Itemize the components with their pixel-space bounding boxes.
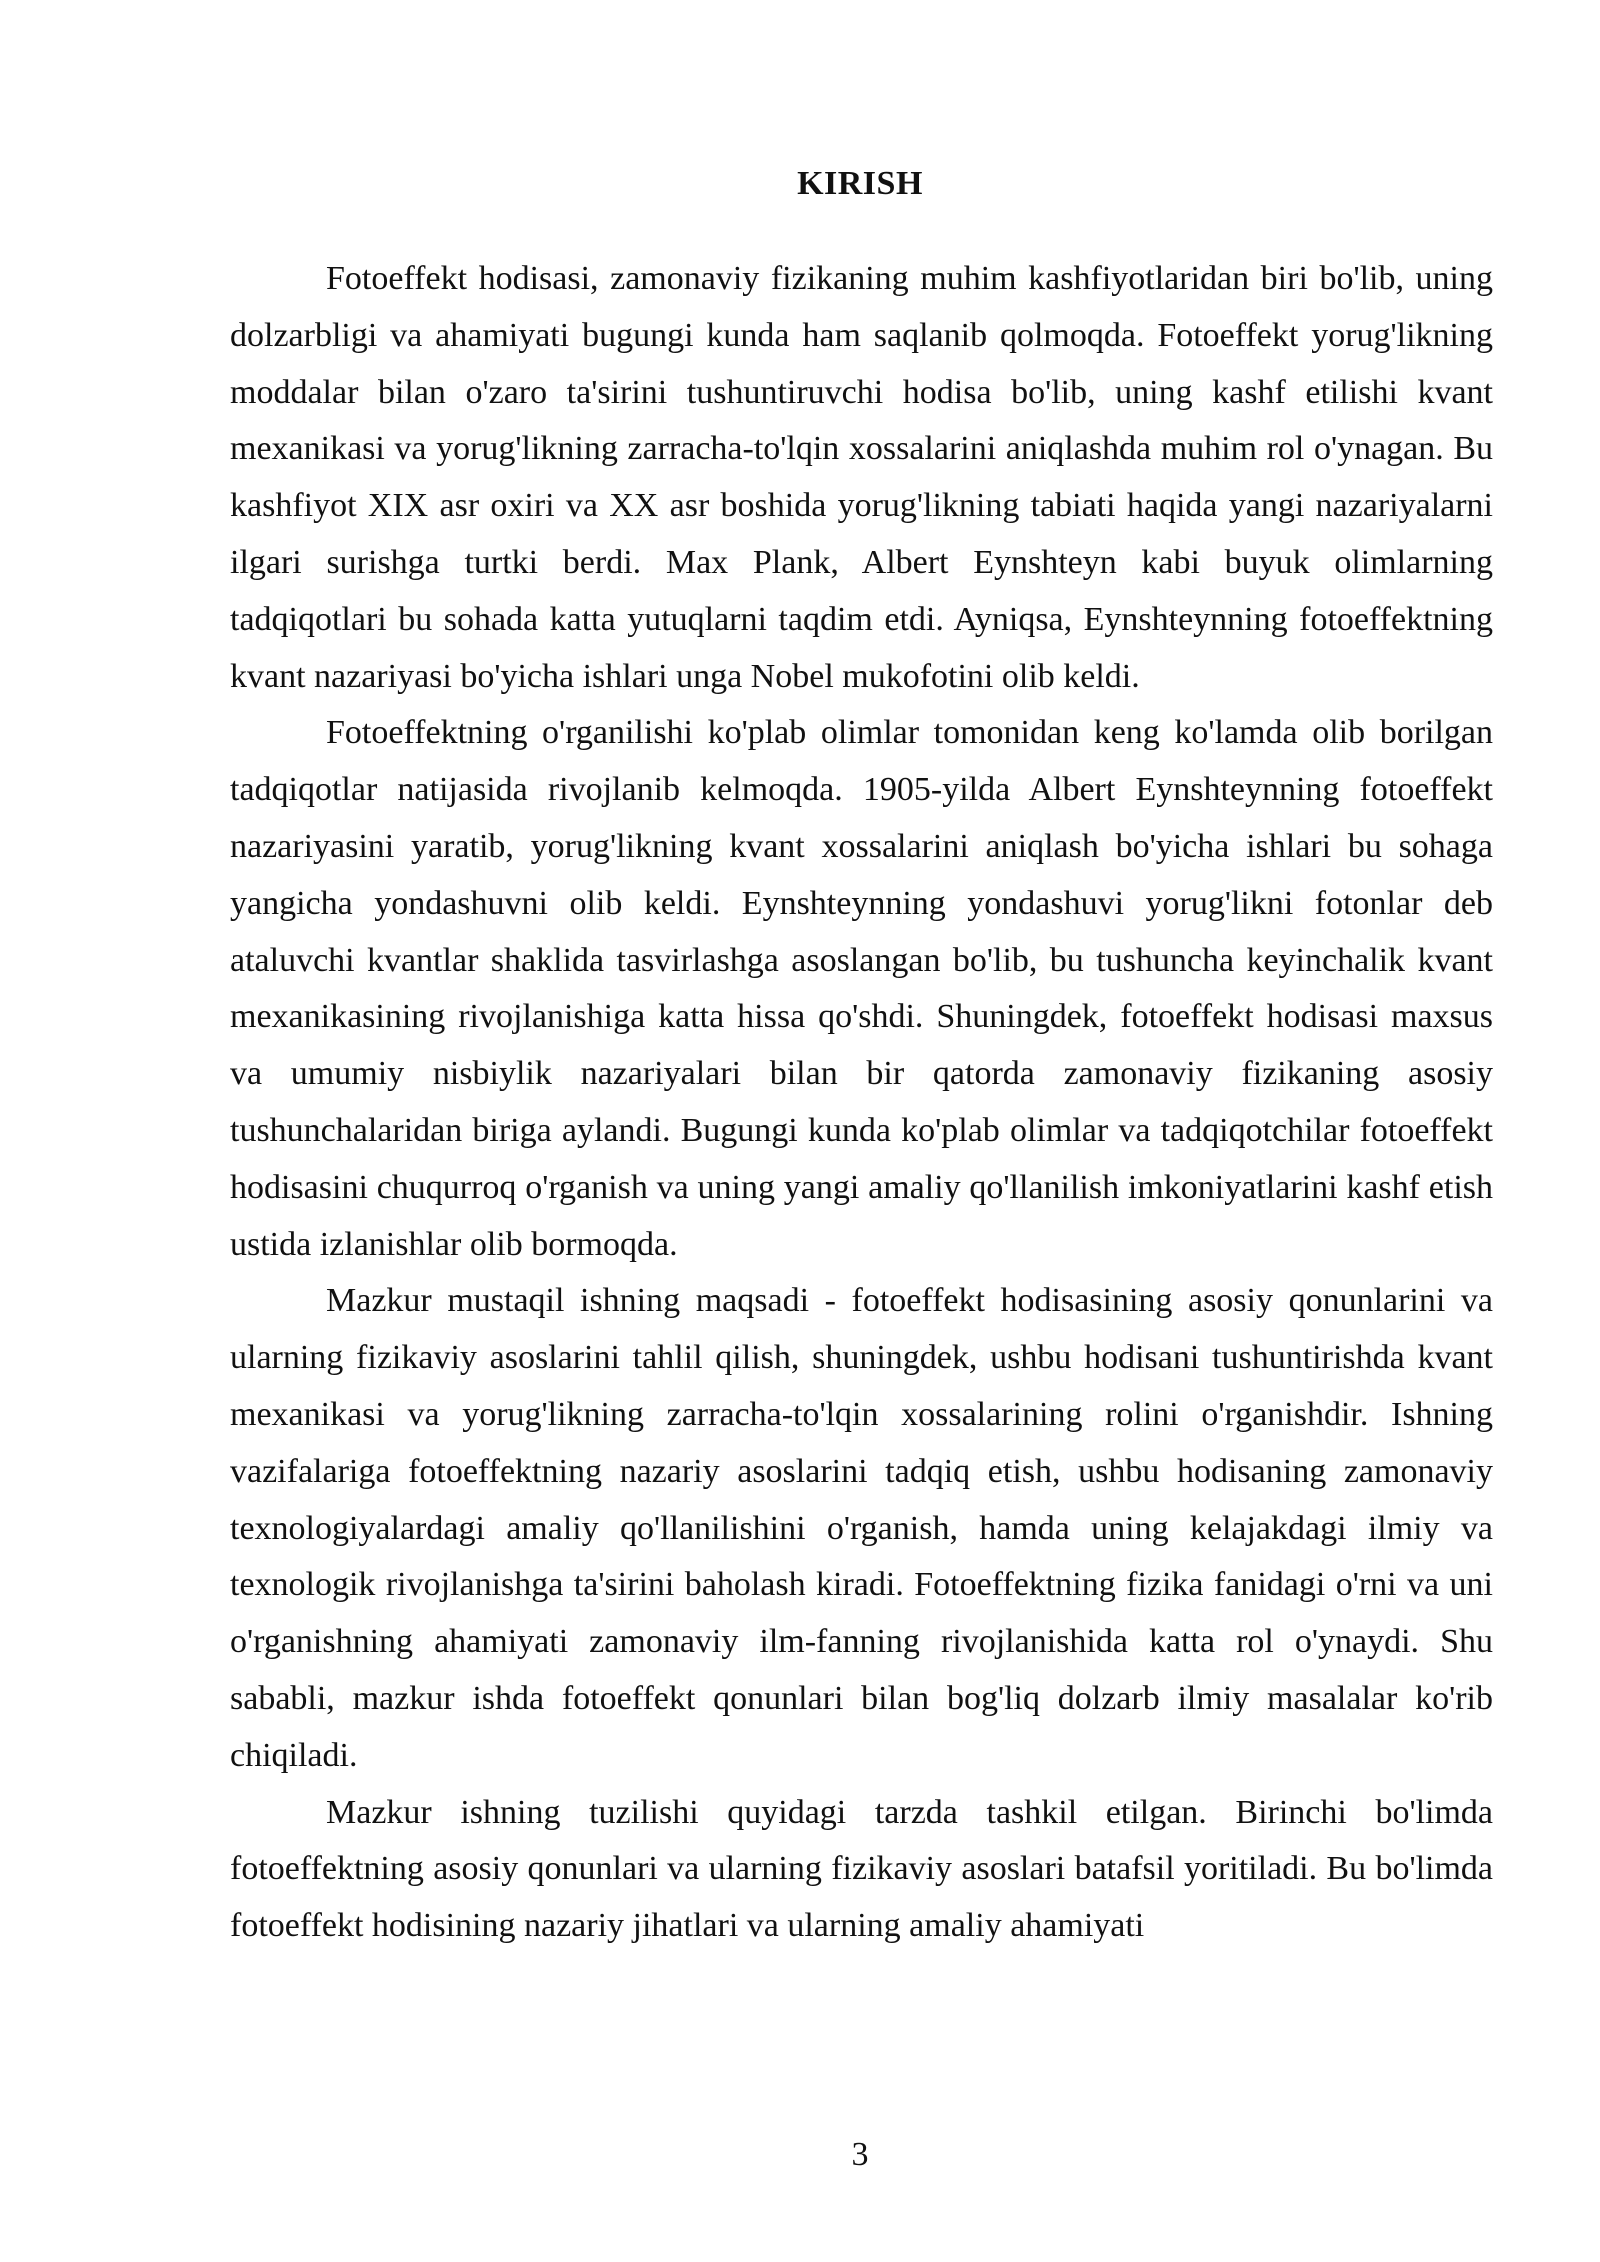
paragraph-4: Mazkur ishning tuzilishi quyidagi tarzda tashkil etilgan. Birinchi bo'limda fotoeffektning asosiy qonunlari va ularning fizikaviy asoslari batafsil yoritiladi. Bu bo'limda fotoeffekt hodisining nazariy jihatlari va ularning amaliy ahamiyati	[230, 1793, 1493, 1945]
document-body	[230, 251, 1493, 1955]
paragraph-3: Mazkur mustaqil ishning maqsadi - fotoeffekt hodisasining asosiy qonunlarini va ularning fizikaviy asoslarini tahlil qilish, shuningdek, ushbu hodisani tushuntirishda kvant mexanikasi va yorug'likning zarracha-to'lqin xossalarining rolini o'rganishdir. Ishning vazifalariga fotoeffektning nazariy asoslarini tadqiq etish, ushbu hodisaning zamonaviy texnologiyalardagi amaliy qo'llanilishini o'rganish, hamda uning kelajakdagi ilmiy va texnologik rivojlanishga ta'sirini baholash kiradi. Fotoeffektning fizika fanidagi o'rni va uni o'rganishning ahamiyati zamonaviy ilm-fanning rivojlanishida katta rol o'ynaydi. Shu sababli, mazkur ishda fotoeffekt qonunlari bilan bog'liq dolzarb ilmiy masalalar ko'rib chiqiladi.	[230, 1282, 1493, 1774]
page-number: 3	[851, 2136, 869, 2173]
paragraph-1: Fotoeffekt hodisasi, zamonaviy fizikaning muhim kashfiyotlaridan biri bo'lib, uning dolzarbligi va ahamiyati bugungi kunda ham saqlanib qolmoqda. Fotoeffekt yorug'likning moddalar bilan o'zaro ta'sirini tushuntiruvchi hodisa bo'lib, uning kashf etilishi kvant mexanikasi va yorug'likning zarracha-to'lqin xossalarini aniqlashda muhim rol o'ynagan. Bu kashfiyot XIX asr oxiri va XX asr boshida yorug'likning tabiati haqida yangi nazariyalarni ilgari surishga turtki berdi. Max Plank, Albert Eynshteyn kabi buyuk olimlarning tadqiqotlari bu sohada katta yutuqlarni taqdim etdi. Ayniqsa, Eynshteynning fotoeffektning kvant nazariyasi bo'yicha ishlari unga Nobel mukofotini olib keldi.	[230, 260, 1493, 695]
paragraph-2: Fotoeffektning o'rganilishi ko'plab olimlar tomonidan keng ko'lamda olib borilgan tadqiqotlar natijasida rivojlanib kelmoqda. 1905-yilda Albert Eynshteynning fotoeffekt nazariyasini yaratib, yorug'likning kvant xossalarini aniqlash bo'yicha ishlari bu sohaga yangicha yondashuvni olib keldi. Eynshteynning yondashuvi yorug'likni fotonlar deb ataluvchi kvantlar shaklida tasvirlashga asoslangan bo'lib, bu tushuncha keyinchalik kvant mexanikasining rivojlanishiga katta hissa qo'shdi. Shuningdek, fotoeffekt hodisasi maxsus va umumiy nisbiylik nazariyalari bilan bir qatorda zamonaviy fizikaning asosiy tushunchalaridan biriga aylandi. Bugungi kunda ko'plab olimlar va tadqiqotchilar fotoeffekt hodisasini chuqurroq o'rganish va uning yangi amaliy qo'llanilish imkoniyatlarini kashf etish ustida izlanishlar olib bormoqda.	[230, 714, 1493, 1263]
page-title: KIRISH	[797, 165, 923, 202]
